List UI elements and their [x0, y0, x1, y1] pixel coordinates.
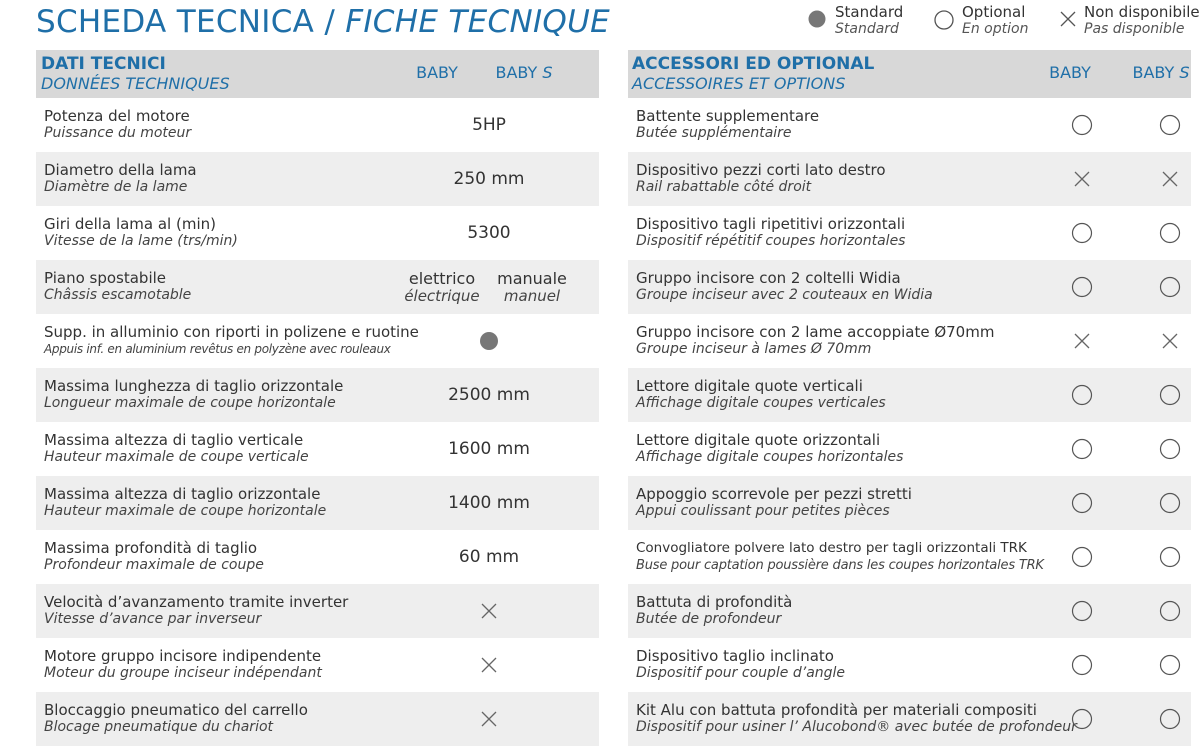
- table-row: [36, 152, 599, 206]
- row-label-it: Piano spostabile: [44, 269, 167, 287]
- open-circle-icon: [1037, 206, 1127, 260]
- open-circle-icon: [1037, 368, 1127, 422]
- row-value: 250 mm: [453, 169, 525, 189]
- open-circle-icon: [1125, 530, 1200, 584]
- table-row: [628, 638, 1191, 692]
- row-label-fr: Diamètre de la lame: [44, 179, 188, 195]
- row-label-fr: Appui coulissant pour petites pièces: [636, 503, 890, 519]
- cross-icon: [399, 638, 579, 692]
- table-row: [36, 314, 599, 368]
- open-circle-icon: [1125, 260, 1200, 314]
- table-row: [628, 314, 1191, 368]
- row-label-fr: Puissance du moteur: [44, 125, 192, 141]
- row-label-fr: Vitesse de la lame (trs/min): [44, 233, 238, 249]
- filled-circle-icon: [399, 314, 579, 368]
- row-label-fr: Affichage digitale coupes horizontales: [636, 449, 904, 465]
- column-baby: BABY: [1049, 63, 1091, 82]
- row-label-fr: Longueur maximale de coupe horizontale: [44, 395, 336, 411]
- table-row: [628, 368, 1191, 422]
- open-circle-icon: [1037, 260, 1127, 314]
- row-label-fr: Châssis escamotable: [44, 287, 192, 303]
- filled-circle-icon: [808, 10, 826, 28]
- row-value: 60 mm: [458, 547, 520, 567]
- table-row: [36, 476, 599, 530]
- table-row: [36, 260, 599, 314]
- cross-icon: [1059, 10, 1077, 28]
- cross-icon: [1037, 314, 1127, 368]
- table-row: [36, 692, 599, 746]
- column-baby-s: BABY S: [495, 63, 553, 82]
- page-title-italic: FICHE TECNIQUE: [345, 4, 610, 40]
- open-circle-icon: [1037, 638, 1127, 692]
- table-row: [36, 98, 599, 152]
- open-circle-icon: [1125, 98, 1200, 152]
- legend-optional-fr: En option: [962, 21, 1029, 37]
- row-label-it: Potenza del motore: [44, 107, 190, 125]
- row-value: 5HP: [472, 115, 506, 135]
- legend: [808, 4, 1200, 44]
- row-value: 1400 mm: [448, 493, 530, 513]
- open-circle-icon: [1125, 206, 1200, 260]
- row-label-fr: Rail rabattable côté droit: [636, 179, 812, 195]
- cross-icon: [1125, 314, 1200, 368]
- table-row: [36, 530, 599, 584]
- row-label-fr: Vitesse d’avance par inverseur: [44, 611, 262, 627]
- open-circle-icon: [934, 10, 952, 28]
- cross-icon: [1037, 152, 1127, 206]
- column-baby: BABY: [416, 63, 458, 82]
- table-row: [36, 206, 599, 260]
- cross-icon: [1125, 152, 1200, 206]
- open-circle-icon: [1125, 476, 1200, 530]
- row-value: 1600 mm: [448, 439, 530, 459]
- header-it: DATI TECNICI: [41, 54, 166, 74]
- row-label-fr: Butée supplémentaire: [636, 125, 792, 141]
- row-label-fr: Groupe inciseur avec 2 couteaux en Widia: [636, 287, 933, 303]
- row-label-it: Battuta di profondità: [636, 593, 793, 611]
- table-row: [628, 530, 1191, 584]
- row-label-fr: Dispositif pour usiner l’ Alucobond® avec butée de profondeur: [636, 719, 1077, 735]
- row-label-it: Appoggio scorrevole per pezzi stretti: [636, 485, 912, 503]
- row-label-it: Convogliatore polvere lato destro per tagli orizzontali TRK: [636, 540, 1027, 556]
- row-label-it: Massima altezza di taglio verticale: [44, 431, 304, 449]
- row-label-it: Dispositivo taglio inclinato: [636, 647, 834, 665]
- technical-data-header: [36, 50, 599, 98]
- row-label-it: Gruppo incisore con 2 coltelli Widia: [636, 269, 901, 287]
- row-label-it: Diametro della lama: [44, 161, 197, 179]
- open-circle-icon: [1037, 584, 1127, 638]
- legend-not-available-fr: Pas disponible: [1084, 21, 1185, 37]
- row-label-fr: Buse pour captation poussière dans les coupes horizontales TRK: [636, 558, 1044, 573]
- row-label-fr: Groupe inciseur à lames Ø 70mm: [636, 341, 872, 357]
- row-label-fr: Blocage pneumatique du chariot: [44, 719, 274, 735]
- table-row: [36, 584, 599, 638]
- open-circle-icon: [1125, 638, 1200, 692]
- legend-not-available-it: Non disponibile: [1084, 3, 1200, 21]
- row-label-it: Kit Alu con battuta profondità per materiali compositi: [636, 701, 1037, 719]
- row-label-it: Dispositivo tagli ripetitivi orizzontali: [636, 215, 906, 233]
- row-label-it: Dispositivo pezzi corti lato destro: [636, 161, 886, 179]
- table-row: [628, 152, 1191, 206]
- row-label-fr: Butée de profondeur: [636, 611, 782, 627]
- row-label-fr: Appuis inf. en aluminium revêtus en polyzène avec rouleaux: [44, 342, 391, 356]
- table-row: [628, 692, 1191, 746]
- row-label-fr: Hauteur maximale de coupe horizontale: [44, 503, 327, 519]
- legend-optional-it: Optional: [962, 3, 1026, 21]
- row-label-it: Motore gruppo incisore indipendente: [44, 647, 322, 665]
- row-label-it: Lettore digitale quote verticali: [636, 377, 863, 395]
- column-baby-s: BABY S: [1132, 63, 1190, 82]
- row-label-fr: Dispositif pour couple d’angle: [636, 665, 846, 681]
- row-label-fr: Hauteur maximale de coupe verticale: [44, 449, 309, 465]
- accessories-table: [628, 50, 1191, 746]
- table-row: [36, 368, 599, 422]
- row-value-baby: elettrico électrique: [404, 268, 480, 305]
- row-label-it: Velocità d’avanzamento tramite inverter: [44, 593, 349, 611]
- row-label-it: Gruppo incisore con 2 lame accoppiate Ø70mm: [636, 323, 995, 341]
- table-row: [628, 476, 1191, 530]
- open-circle-icon: [1037, 422, 1127, 476]
- open-circle-icon: [1037, 692, 1127, 746]
- table-row: [628, 206, 1191, 260]
- open-circle-icon: [1037, 476, 1127, 530]
- header-fr: ACCESSOIRES ET OPTIONS: [632, 74, 846, 93]
- open-circle-icon: [1125, 422, 1200, 476]
- row-label-fr: Dispositif répétitif coupes horizontales: [636, 233, 906, 249]
- row-label-it: Supp. in alluminio con riporti in polizene e ruotine: [44, 323, 419, 341]
- row-label-it: Giri della lama al (min): [44, 215, 216, 233]
- row-label-fr: Moteur du groupe inciseur indépendant: [44, 665, 322, 681]
- table-row: [628, 260, 1191, 314]
- row-label-it: Lettore digitale quote orizzontali: [636, 431, 881, 449]
- open-circle-icon: [1037, 530, 1127, 584]
- legend-standard-fr: Standard: [835, 21, 899, 37]
- open-circle-icon: [1125, 692, 1200, 746]
- open-circle-icon: [1125, 368, 1200, 422]
- header-fr: DONNÉES TECHNIQUES: [41, 74, 230, 93]
- row-label-it: Battente supplementare: [636, 107, 820, 125]
- table-row: [36, 422, 599, 476]
- row-label-it: Massima lunghezza di taglio orizzontale: [44, 377, 344, 395]
- technical-data-table: [36, 50, 599, 746]
- accessories-header: [628, 50, 1191, 98]
- table-row: [628, 98, 1191, 152]
- row-value: 2500 mm: [448, 385, 530, 405]
- cross-icon: [399, 584, 579, 638]
- row-label-it: Bloccaggio pneumatico del carrello: [44, 701, 308, 719]
- row-value: 5300: [467, 223, 511, 243]
- page-title-main: SCHEDA TECNICA /: [36, 4, 346, 40]
- row-label-fr: Profondeur maximale de coupe: [44, 557, 264, 573]
- cross-icon: [399, 692, 579, 746]
- header-it: ACCESSORI ED OPTIONAL: [632, 54, 875, 74]
- row-value-baby-s: manuale manuel: [497, 268, 567, 305]
- table-row: [36, 638, 599, 692]
- row-label-it: Massima profondità di taglio: [44, 539, 258, 557]
- open-circle-icon: [1037, 98, 1127, 152]
- table-row: [628, 584, 1191, 638]
- open-circle-icon: [1125, 584, 1200, 638]
- row-label-fr: Affichage digitale coupes verticales: [636, 395, 886, 411]
- page-title: [36, 4, 610, 44]
- table-row: [628, 422, 1191, 476]
- row-label-it: Massima altezza di taglio orizzontale: [44, 485, 321, 503]
- legend-standard-it: Standard: [835, 3, 904, 21]
